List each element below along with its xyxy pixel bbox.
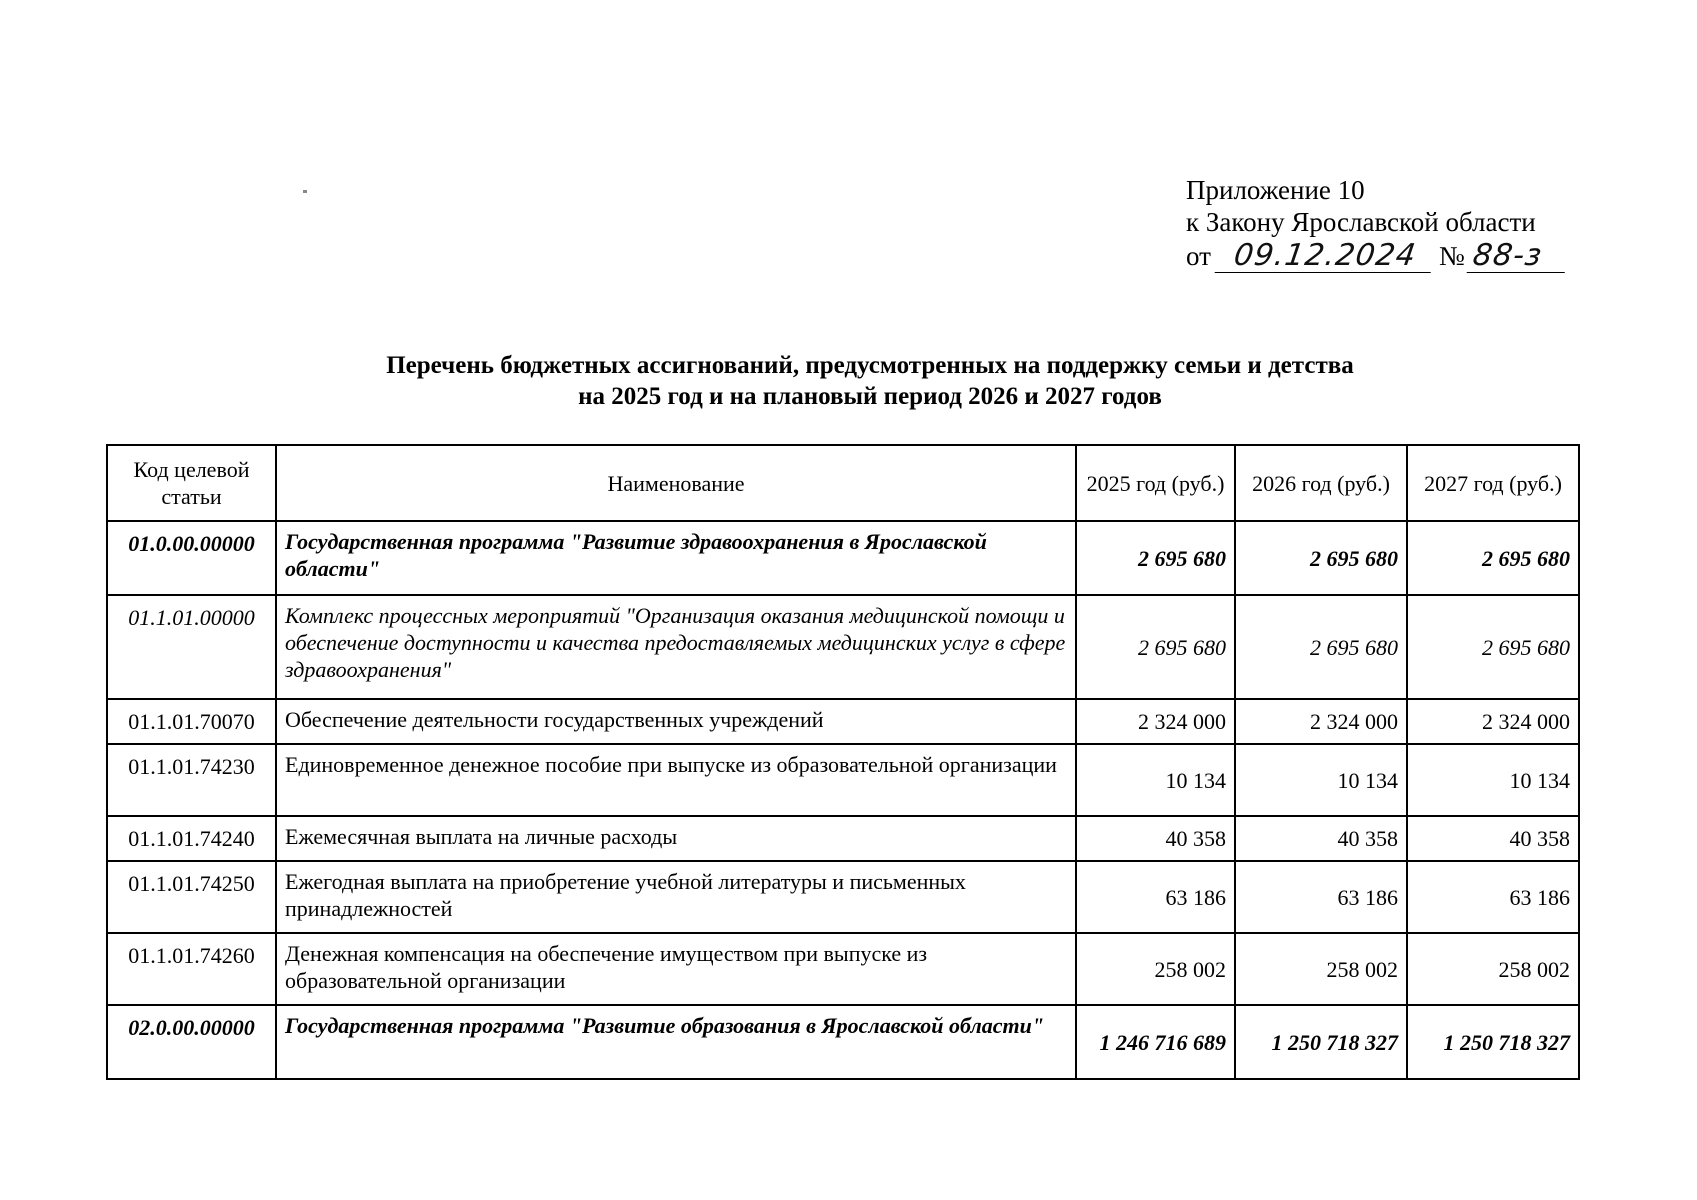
table-row <box>107 744 1579 816</box>
row-2027: 63 186 <box>1407 861 1579 933</box>
table-row <box>107 699 1579 744</box>
appendix-date-row <box>1186 240 1567 273</box>
row-name: Государственная программа "Развитие образования в Ярославской области" <box>276 1005 1076 1079</box>
row-code: 02.0.00.00000 <box>107 1005 276 1079</box>
row-2027: 2 324 000 <box>1407 699 1579 744</box>
document-title <box>100 350 1640 412</box>
row-name: Единовременное денежное пособие при выпуске из образовательной организации <box>276 744 1076 816</box>
handwritten-date: 09.12.2024 <box>1215 240 1436 273</box>
row-2026: 1 250 718 327 <box>1235 1005 1407 1079</box>
row-2026: 2 695 680 <box>1235 595 1407 699</box>
table-row <box>107 521 1579 595</box>
table-row <box>107 816 1579 861</box>
row-2027: 2 695 680 <box>1407 521 1579 595</box>
row-code: 01.0.00.00000 <box>107 521 276 595</box>
table-row <box>107 1005 1579 1079</box>
row-code: 01.1.01.70070 <box>107 699 276 744</box>
row-2025: 2 695 680 <box>1076 595 1235 699</box>
title-line-2: на 2025 год и на плановый период 2026 и 2027 годов <box>578 383 1162 410</box>
row-2027: 40 358 <box>1407 816 1579 861</box>
row-code: 01.1.01.00000 <box>107 595 276 699</box>
date-prefix: от <box>1186 241 1211 271</box>
row-2026: 258 002 <box>1235 933 1407 1005</box>
row-2025: 258 002 <box>1076 933 1235 1005</box>
appendix-number: Приложение 10 <box>1186 175 1365 205</box>
row-2026: 40 358 <box>1235 816 1407 861</box>
row-code: 01.1.01.74250 <box>107 861 276 933</box>
title-line-1: Перечень бюджетных ассигнований, предусмотренных на поддержку семьи и детства <box>386 352 1354 379</box>
table-row <box>107 595 1579 699</box>
row-name: Денежная компенсация на обеспечение имуществом при выпуске из образовательной организации <box>276 933 1076 1005</box>
appendix-header <box>1186 174 1567 273</box>
row-2025: 2 324 000 <box>1076 699 1235 744</box>
row-name: Ежемесячная выплата на личные расходы <box>276 816 1076 861</box>
row-2026: 2 324 000 <box>1235 699 1407 744</box>
row-2025: 1 246 716 689 <box>1076 1005 1235 1079</box>
table-header-row <box>107 445 1579 521</box>
row-2026: 10 134 <box>1235 744 1407 816</box>
row-2026: 63 186 <box>1235 861 1407 933</box>
appendix-law-reference: к Закону Ярославской области <box>1186 207 1536 237</box>
row-2027: 10 134 <box>1407 744 1579 816</box>
row-code: 01.1.01.74240 <box>107 816 276 861</box>
row-name: Комплекс процессных мероприятий "Организация оказания медицинской помощи и обеспечение доступности и качества предоставляемых медицинских услуг в сфере здравоохранения" <box>276 595 1076 699</box>
handwritten-law-number: 88-з <box>1466 240 1569 273</box>
table-row <box>107 933 1579 1005</box>
row-2027: 2 695 680 <box>1407 595 1579 699</box>
row-2026: 2 695 680 <box>1235 521 1407 595</box>
row-2027: 258 002 <box>1407 933 1579 1005</box>
header-2025: 2025 год (руб.) <box>1076 445 1235 521</box>
row-2025: 2 695 680 <box>1076 521 1235 595</box>
row-2025: 10 134 <box>1076 744 1235 816</box>
budget-allocations-table <box>106 444 1580 1080</box>
scan-speck <box>303 190 307 193</box>
row-name: Государственная программа "Развитие здравоохранения в Ярославской области" <box>276 521 1076 595</box>
header-2027: 2027 год (руб.) <box>1407 445 1579 521</box>
row-name: Обеспечение деятельности государственных учреждений <box>276 699 1076 744</box>
row-2025: 63 186 <box>1076 861 1235 933</box>
header-2026: 2026 год (руб.) <box>1235 445 1407 521</box>
row-2027: 1 250 718 327 <box>1407 1005 1579 1079</box>
header-name: Наименование <box>276 445 1076 521</box>
number-prefix: № <box>1438 241 1465 271</box>
row-code: 01.1.01.74260 <box>107 933 276 1005</box>
table-row <box>107 861 1579 933</box>
header-code: Код целевой статьи <box>107 445 276 521</box>
row-2025: 40 358 <box>1076 816 1235 861</box>
row-name: Ежегодная выплата на приобретение учебной литературы и письменных принадлежностей <box>276 861 1076 933</box>
row-code: 01.1.01.74230 <box>107 744 276 816</box>
